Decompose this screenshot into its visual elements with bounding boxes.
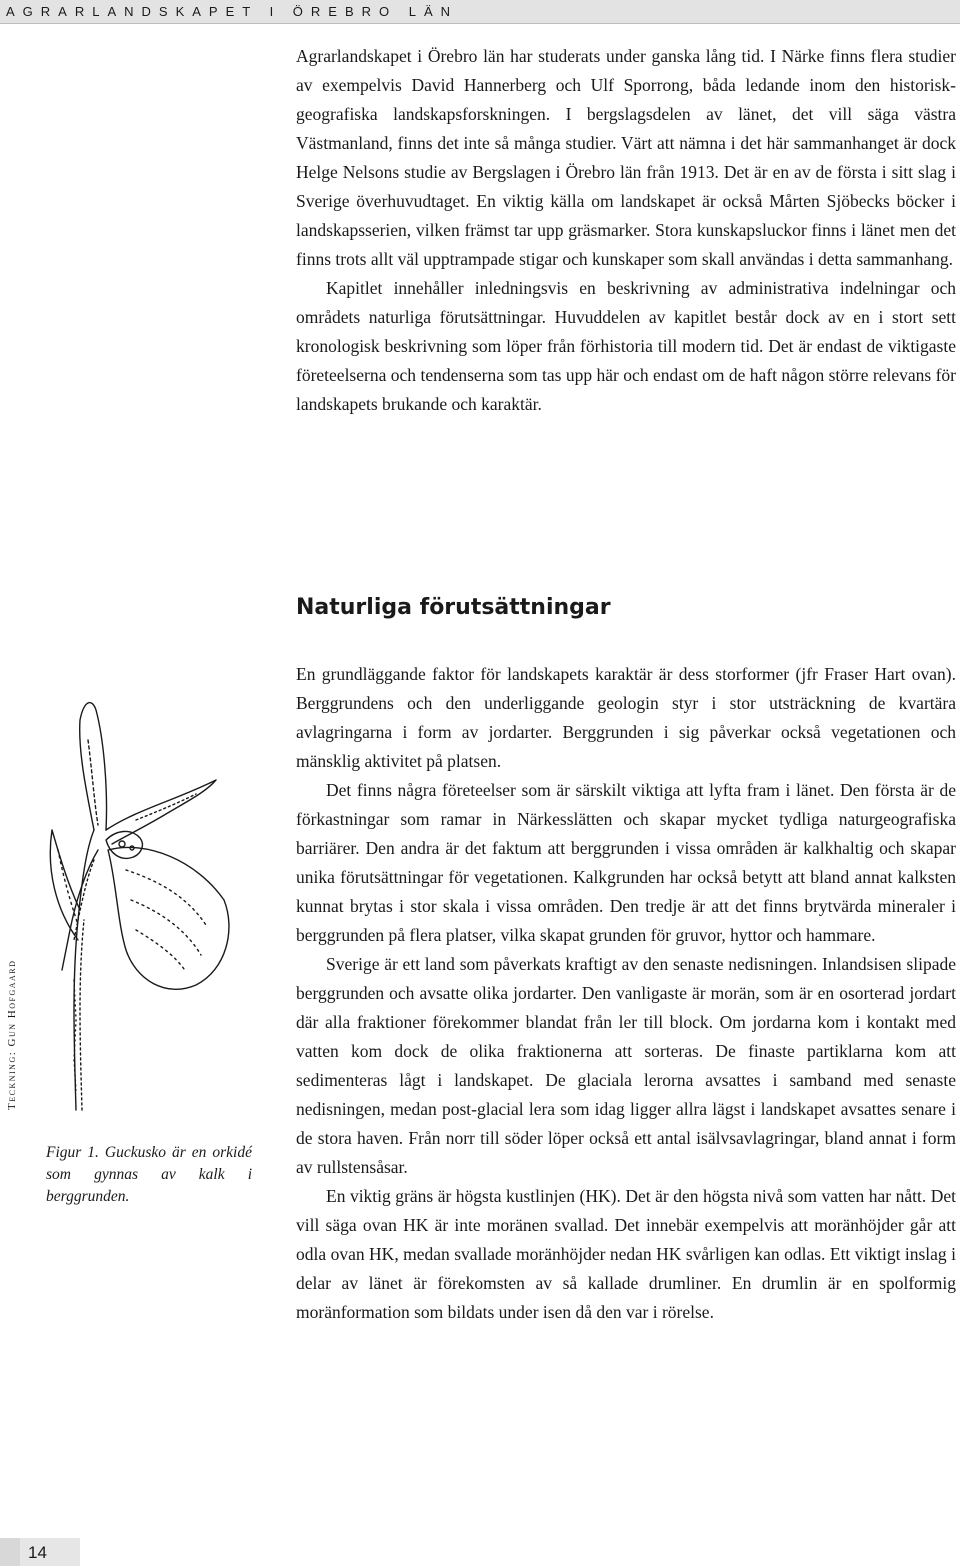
section-text — [296, 660, 956, 1327]
figure-caption: Figur 1. Guckusko är en orkidé som gynnas av kalk i berggrunden. — [46, 1144, 252, 1205]
intro-text — [296, 42, 956, 419]
section-heading: Naturliga förutsättningar — [296, 595, 611, 620]
section-paragraph: En viktig gräns är högsta kustlinjen (HK). Det är den högsta nivå som vatten har nått. Det vill säga ovan HK är inte moränen svallad. Det innebär exempelvis att moränhöjder går att odla ovan HK, medan svallade moränhöjder nedan HK svårligen kan odlas. Ett viktigt inslag i delar av länet är förekomsten av så kallade drumliner. En drumlin är en spolformig moränformation som bildats under isen då den var i rörelse. — [296, 1186, 956, 1322]
running-title: AGRARLANDSKAPET I ÖREBRO LÄN — [6, 4, 459, 19]
orchid-drawing — [36, 680, 246, 1120]
running-header — [0, 0, 960, 24]
intro-paragraph: Kapitlet innehåller inledningsvis en beskrivning av administrativa indelningar och områdets naturliga förutsättningar. Huvuddelen av kapitlet består dock av en i stort sett kronologisk beskrivning som löper från förhistoria till modern tid. Det är endast de viktigaste företeelserna och tendenserna som tas upp här och endast om de haft någon större relevans för landskapets brukande och karaktär. — [296, 278, 956, 414]
section-paragraph: Sverige är ett land som påverkats kraftigt av den senaste nedisningen. Inlandsisen slipade berggrunden och avsatte olika jordarter. Den vanligaste är morän, som är en osorterad jordart där alla fraktioner förekommer blandat från ler till block. Om jordarna kom i kontakt med vatten kom dock de olika fraktionerna att sorteras. De finaste partiklarna kom att sedimenteras lågt i landskapet. De glaciala lerorna avsattes i samband med senaste nedisningen, medan post-glacial lera som idag ligger allra lägst i landskapet avsattes senare i de stora haven. Från norr till söder löper också ett antal isälvsavlagringar, bland annat i form av rullstensåsar. — [296, 954, 956, 1177]
intro-paragraph: Agrarlandskapet i Örebro län har studerats under ganska lång tid. I Närke finns flera studier av exempelvis David Hannerberg och Ulf Sporrong, båda ledande inom den historisk-geografiska landskapsforskningen. I bergslagsdelen av länet, det vill säga västra Västmanland, finns det inte så många studier. Värt att nämna i det här sammanhanget är dock Helge Nelsons studie av Bergslagen i Örebro län från 1913. Det är en av de första i sitt slag i Sverige överhuvudtaget. En viktig källa om landskapet är också Mårten Sjöbecks böcker i landskapsserien, vilken främst tar upp gräsmarker. Stora kunskapsluckor finns i länet men det finns trots allt väl upptrampade stigar och kunskaper som skall användas i detta sammanhang. — [296, 46, 956, 269]
page-number: 14 — [28, 1543, 47, 1562]
section-paragraph: En grundläggande faktor för landskapets karaktär är dess storformer (jfr Fraser Hart ovan). Berggrundens och den underliggande geologin styr i stor utsträckning de kvartära avlagringarna i form av jordarter. Berggrunden i sig påverkar också vegetationen och mänsklig aktivitet på platsen. — [296, 664, 956, 771]
section-paragraph: Det finns några företeelser som är särskilt viktiga att lyfta fram i länet. Den första är de förkastningar som ramar in Närkesslätten och skapar mycket tydliga naturgeografiska barriärer. Den andra är det faktum att berggrunden i vissa områden är kalkhaltig och skapar unika förutsättningar för vegetationen. Kalkgrunden har också betytt att bland annat kalksten kunnat brytas i stor skala i vissa områden. Den tredje är att det finns brytvärda mineraler i berggrunden på flera platser, vilka skapat grunden för gruvor, hyttor och hammare. — [296, 780, 956, 945]
orchid-illustration-icon — [36, 680, 246, 1120]
illustration-credit: Teckning: Gun Hofgaard — [6, 959, 18, 1110]
footer-marker — [0, 1538, 20, 1566]
